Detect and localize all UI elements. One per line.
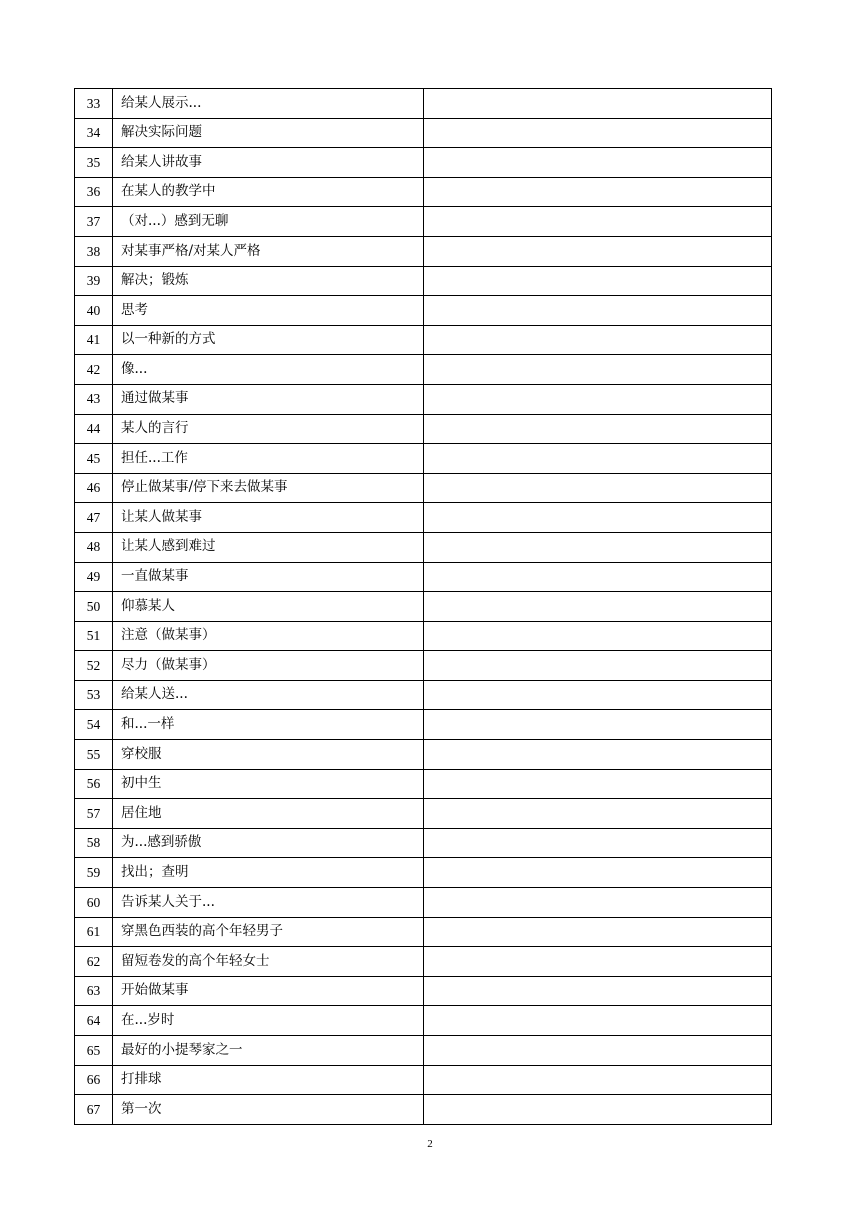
row-number: 49 bbox=[75, 562, 113, 592]
english-answer-cell[interactable] bbox=[424, 1065, 772, 1095]
chinese-phrase: 让某人感到难过 bbox=[113, 532, 424, 562]
chinese-phrase: 开始做某事 bbox=[113, 976, 424, 1006]
row-number: 66 bbox=[75, 1065, 113, 1095]
table-row bbox=[75, 355, 772, 385]
english-answer-cell[interactable] bbox=[424, 858, 772, 888]
table-row bbox=[75, 236, 772, 266]
chinese-phrase: 给某人送... bbox=[113, 680, 424, 710]
table-row bbox=[75, 710, 772, 740]
table-row bbox=[75, 888, 772, 918]
english-answer-cell[interactable] bbox=[424, 444, 772, 474]
table-row bbox=[75, 414, 772, 444]
english-answer-cell[interactable] bbox=[424, 414, 772, 444]
chinese-phrase: 第一次 bbox=[113, 1095, 424, 1125]
english-answer-cell[interactable] bbox=[424, 592, 772, 622]
english-answer-cell[interactable] bbox=[424, 266, 772, 296]
table-row bbox=[75, 118, 772, 148]
table-row bbox=[75, 503, 772, 533]
english-answer-cell[interactable] bbox=[424, 296, 772, 326]
chinese-phrase: 像... bbox=[113, 355, 424, 385]
english-answer-cell[interactable] bbox=[424, 917, 772, 947]
table-row bbox=[75, 296, 772, 326]
row-number: 64 bbox=[75, 1006, 113, 1036]
chinese-phrase: 留短卷发的高个年轻女士 bbox=[113, 947, 424, 977]
chinese-phrase: 一直做某事 bbox=[113, 562, 424, 592]
row-number: 62 bbox=[75, 947, 113, 977]
row-number: 67 bbox=[75, 1095, 113, 1125]
table-row bbox=[75, 89, 772, 119]
table-row bbox=[75, 562, 772, 592]
english-answer-cell[interactable] bbox=[424, 740, 772, 770]
table-row bbox=[75, 858, 772, 888]
table-row bbox=[75, 976, 772, 1006]
chinese-phrase: 对某事严格/对某人严格 bbox=[113, 236, 424, 266]
table-row bbox=[75, 740, 772, 770]
table-row bbox=[75, 473, 772, 503]
english-answer-cell[interactable] bbox=[424, 177, 772, 207]
table-row bbox=[75, 325, 772, 355]
table-row bbox=[75, 1036, 772, 1066]
row-number: 44 bbox=[75, 414, 113, 444]
english-answer-cell[interactable] bbox=[424, 473, 772, 503]
row-number: 56 bbox=[75, 769, 113, 799]
chinese-phrase: 解决；锻炼 bbox=[113, 266, 424, 296]
english-answer-cell[interactable] bbox=[424, 207, 772, 237]
table-row bbox=[75, 917, 772, 947]
table-row bbox=[75, 1006, 772, 1036]
english-answer-cell[interactable] bbox=[424, 503, 772, 533]
row-number: 46 bbox=[75, 473, 113, 503]
english-answer-cell[interactable] bbox=[424, 89, 772, 119]
row-number: 60 bbox=[75, 888, 113, 918]
chinese-phrase: 穿校服 bbox=[113, 740, 424, 770]
english-answer-cell[interactable] bbox=[424, 680, 772, 710]
row-number: 54 bbox=[75, 710, 113, 740]
chinese-phrase: 告诉某人关于... bbox=[113, 888, 424, 918]
english-answer-cell[interactable] bbox=[424, 1036, 772, 1066]
row-number: 50 bbox=[75, 592, 113, 622]
chinese-phrase: 给某人展示... bbox=[113, 89, 424, 119]
chinese-phrase: 在某人的教学中 bbox=[113, 177, 424, 207]
row-number: 40 bbox=[75, 296, 113, 326]
chinese-phrase: （对...）感到无聊 bbox=[113, 207, 424, 237]
english-answer-cell[interactable] bbox=[424, 1095, 772, 1125]
english-answer-cell[interactable] bbox=[424, 769, 772, 799]
table-row bbox=[75, 1065, 772, 1095]
english-answer-cell[interactable] bbox=[424, 888, 772, 918]
table-row bbox=[75, 177, 772, 207]
english-answer-cell[interactable] bbox=[424, 325, 772, 355]
row-number: 51 bbox=[75, 621, 113, 651]
chinese-phrase: 在...岁时 bbox=[113, 1006, 424, 1036]
table-row bbox=[75, 828, 772, 858]
chinese-phrase: 穿黑色西装的高个年轻男子 bbox=[113, 917, 424, 947]
chinese-phrase: 某人的言行 bbox=[113, 414, 424, 444]
table-row bbox=[75, 592, 772, 622]
chinese-phrase: 和...一样 bbox=[113, 710, 424, 740]
table-row bbox=[75, 532, 772, 562]
chinese-phrase: 通过做某事 bbox=[113, 384, 424, 414]
table-row bbox=[75, 1095, 772, 1125]
row-number: 36 bbox=[75, 177, 113, 207]
chinese-phrase: 初中生 bbox=[113, 769, 424, 799]
chinese-phrase: 最好的小提琴家之一 bbox=[113, 1036, 424, 1066]
vocabulary-table-body bbox=[75, 89, 772, 1125]
vocabulary-table bbox=[74, 88, 772, 1125]
english-answer-cell[interactable] bbox=[424, 710, 772, 740]
english-answer-cell[interactable] bbox=[424, 236, 772, 266]
row-number: 41 bbox=[75, 325, 113, 355]
table-row bbox=[75, 384, 772, 414]
row-number: 33 bbox=[75, 89, 113, 119]
row-number: 47 bbox=[75, 503, 113, 533]
chinese-phrase: 居住地 bbox=[113, 799, 424, 829]
table-row bbox=[75, 769, 772, 799]
row-number: 48 bbox=[75, 532, 113, 562]
chinese-phrase: 尽力（做某事） bbox=[113, 651, 424, 681]
row-number: 52 bbox=[75, 651, 113, 681]
english-answer-cell[interactable] bbox=[424, 947, 772, 977]
table-row bbox=[75, 148, 772, 178]
row-number: 35 bbox=[75, 148, 113, 178]
row-number: 57 bbox=[75, 799, 113, 829]
chinese-phrase: 停止做某事/停下来去做某事 bbox=[113, 473, 424, 503]
english-answer-cell[interactable] bbox=[424, 651, 772, 681]
chinese-phrase: 为...感到骄傲 bbox=[113, 828, 424, 858]
english-answer-cell[interactable] bbox=[424, 799, 772, 829]
english-answer-cell[interactable] bbox=[424, 384, 772, 414]
chinese-phrase: 让某人做某事 bbox=[113, 503, 424, 533]
row-number: 55 bbox=[75, 740, 113, 770]
table-row bbox=[75, 266, 772, 296]
row-number: 43 bbox=[75, 384, 113, 414]
english-answer-cell[interactable] bbox=[424, 828, 772, 858]
chinese-phrase: 担任...工作 bbox=[113, 444, 424, 474]
table-row bbox=[75, 651, 772, 681]
row-number: 39 bbox=[75, 266, 113, 296]
row-number: 34 bbox=[75, 118, 113, 148]
row-number: 53 bbox=[75, 680, 113, 710]
chinese-phrase: 思考 bbox=[113, 296, 424, 326]
row-number: 65 bbox=[75, 1036, 113, 1066]
english-answer-cell[interactable] bbox=[424, 562, 772, 592]
chinese-phrase: 注意（做某事） bbox=[113, 621, 424, 651]
table-row bbox=[75, 621, 772, 651]
table-row bbox=[75, 444, 772, 474]
english-answer-cell[interactable] bbox=[424, 148, 772, 178]
chinese-phrase: 仰慕某人 bbox=[113, 592, 424, 622]
chinese-phrase: 打排球 bbox=[113, 1065, 424, 1095]
row-number: 42 bbox=[75, 355, 113, 385]
table-row bbox=[75, 207, 772, 237]
english-answer-cell[interactable] bbox=[424, 976, 772, 1006]
chinese-phrase: 解决实际问题 bbox=[113, 118, 424, 148]
row-number: 45 bbox=[75, 444, 113, 474]
row-number: 59 bbox=[75, 858, 113, 888]
english-answer-cell[interactable] bbox=[424, 355, 772, 385]
row-number: 38 bbox=[75, 236, 113, 266]
english-answer-cell[interactable] bbox=[424, 621, 772, 651]
english-answer-cell[interactable] bbox=[424, 532, 772, 562]
table-row bbox=[75, 947, 772, 977]
row-number: 37 bbox=[75, 207, 113, 237]
english-answer-cell[interactable] bbox=[424, 1006, 772, 1036]
english-answer-cell[interactable] bbox=[424, 118, 772, 148]
table-row bbox=[75, 680, 772, 710]
chinese-phrase: 以一种新的方式 bbox=[113, 325, 424, 355]
row-number: 61 bbox=[75, 917, 113, 947]
chinese-phrase: 找出；查明 bbox=[113, 858, 424, 888]
chinese-phrase: 给某人讲故事 bbox=[113, 148, 424, 178]
row-number: 58 bbox=[75, 828, 113, 858]
table-row bbox=[75, 799, 772, 829]
page-number: 2 bbox=[427, 1138, 433, 1150]
row-number: 63 bbox=[75, 976, 113, 1006]
